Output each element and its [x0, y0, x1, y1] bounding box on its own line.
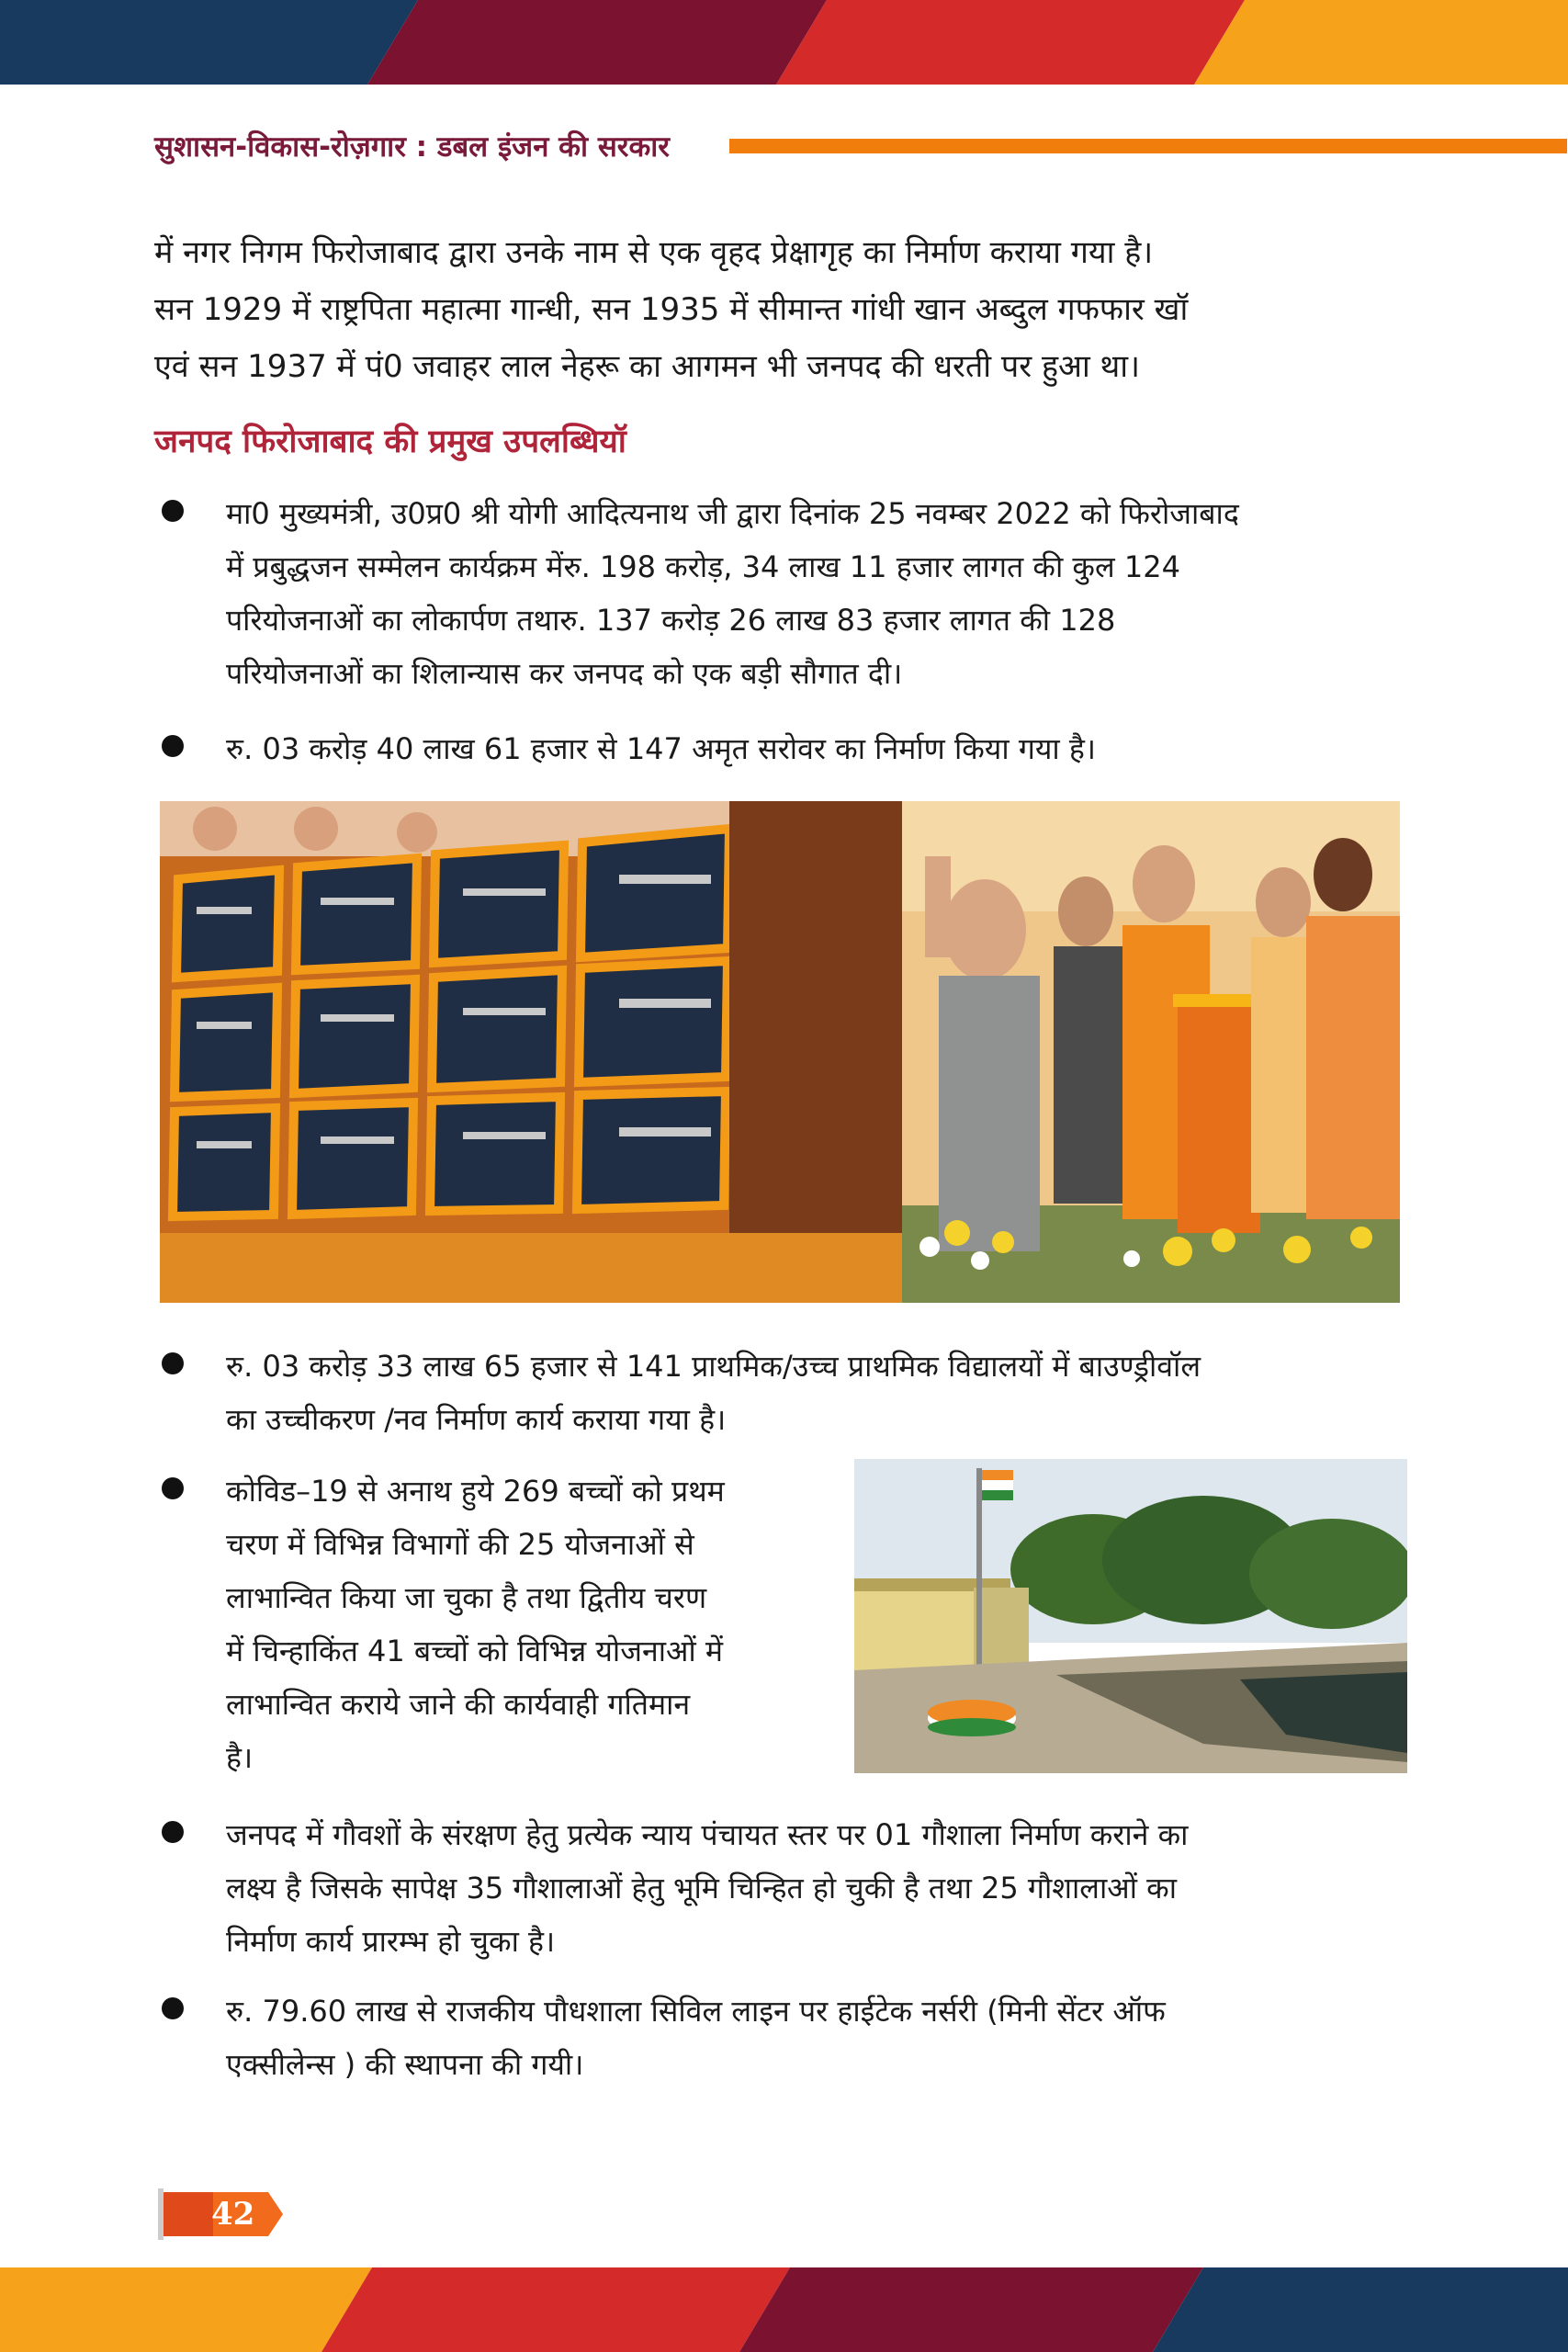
bullet-line: लाभान्वित कराये जाने की कार्यवाही गतिमान — [226, 1687, 691, 1722]
bullet-line: जनपद में गौवशों के संरक्षण हेतु प्रत्येक न्याय पंचायत स्तर पर 01 गौशाला निर्माण कराने का — [226, 1817, 1189, 1852]
bullet-dot — [162, 735, 184, 757]
bullet-text — [226, 1464, 832, 1784]
pond-photo — [854, 1459, 1407, 1773]
bullet-line: परियोजनाओं का शिलान्यास कर जनपद को एक बड़ी सौगात दी। — [226, 656, 903, 691]
bullet-line: में प्रबुद्धजन सम्मेलन कार्यक्रम मेंरु. 198 करोड़, 34 लाख 11 हजार लागत की कुल 124 — [226, 549, 1180, 584]
bullet-line: चरण में विभिन्न विभागों की 25 योजनाओं से — [226, 1527, 694, 1562]
plaques-photo — [160, 801, 902, 1303]
intro-line: में नगर निगम फिरोजाबाद द्वारा उनके नाम से एक वृहद प्रेक्षागृह का निर्माण कराया गया है। — [154, 234, 1154, 271]
running-header — [154, 123, 1415, 169]
header-title: सुशासन-विकास-रोज़गार : डबल इंजन की सरकार — [154, 130, 670, 164]
bottom-color-band — [0, 2267, 1568, 2352]
bullet-line: रु. 03 करोड़ 40 लाख 61 हजार से 147 अमृत सरोवर का निर्माण किया गया है। — [226, 731, 1096, 766]
page-number-tag — [158, 2188, 287, 2240]
bullet-text — [226, 1808, 1415, 1968]
intro-paragraph — [154, 224, 1415, 395]
bullet-dot — [162, 500, 184, 522]
event-photo — [902, 801, 1400, 1303]
bullet-dot — [162, 1477, 184, 1499]
header-rule — [729, 139, 1567, 153]
page-number: 42 — [211, 2196, 255, 2233]
bullet-text — [226, 722, 1415, 775]
bullet-line: रु. 03 करोड़ 33 लाख 65 हजार से 141 प्राथमिक/उच्च प्राथमिक विद्यालयों में बाउण्ड्रीवॉल — [226, 1349, 1201, 1384]
section-heading: जनपद फिरोजाबाद की प्रमुख उपलब्धियॉ — [154, 424, 626, 460]
bullet-line: निर्माण कार्य प्रारम्भ हो चुका है। — [226, 1924, 556, 1959]
intro-line: एवं सन 1937 में पं0 जवाहर लाल नेहरू का आगमन भी जनपद की धरती पर हुआ था। — [154, 348, 1140, 385]
bullet-line: रु. 79.60 लाख से राजकीय पौधशाला सिविल लाइन पर हाईटेक नर्सरी (मिनी सेंटर ऑफ — [226, 1994, 1166, 2029]
bullet-text — [226, 487, 1415, 700]
bullet-line: परियोजनाओं का लोकार्पण तथारु. 137 करोड़ 26 लाख 83 हजार लागत की 128 — [226, 603, 1116, 638]
bullet-dot — [162, 1352, 184, 1374]
bullet-text — [226, 1340, 1415, 1446]
bullet-line: है। — [226, 1740, 254, 1775]
bullet-text — [226, 1984, 1415, 2091]
bullet-line: लाभान्वित किया जा चुका है तथा द्वितीय चरण — [226, 1580, 707, 1615]
bullet-line: मा0 मुख्यमंत्री, उ0प्र0 श्री योगी आदित्यनाथ जी द्वारा दिनांक 25 नवम्बर 2022 को फिरोजाबाद — [226, 496, 1239, 531]
top-color-band — [0, 0, 1568, 85]
bullet-dot — [162, 1821, 184, 1843]
bullet-line: में चिन्हाकिंत 41 बच्चों को विभिन्न योजनाओं में — [226, 1634, 724, 1668]
bullet-line: एक्सीलेन्स ) की स्थापना की गयी। — [226, 2047, 584, 2082]
intro-line: सन 1929 में राष्ट्रपिता महात्मा गान्धी, सन 1935 में सीमान्त गांधी खान अब्दुल गफफार खॉ — [154, 291, 1189, 328]
bullet-line: का उच्चीकरण /नव निर्माण कार्य कराया गया है। — [226, 1402, 727, 1437]
bullet-line: कोविड–19 से अनाथ हुये 269 बच्चों को प्रथम — [226, 1474, 725, 1509]
bullet-line: लक्ष्य है जिसके सापेक्ष 35 गौशालाओं हेतु भूमि चिन्हित हो चुकी है तथा 25 गौशालाओं का — [226, 1871, 1178, 1905]
bullet-dot — [162, 1997, 184, 2019]
